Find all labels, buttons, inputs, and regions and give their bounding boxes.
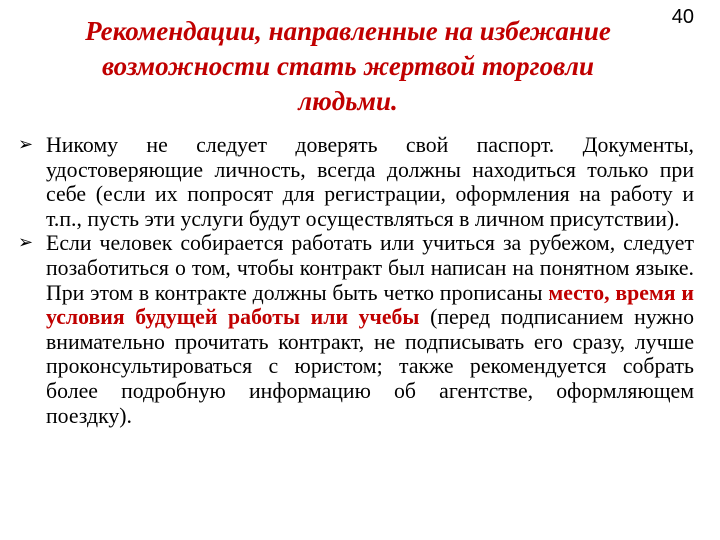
bullet-highlight: место, время и условия будущей работы или учебы <box>46 280 694 330</box>
title-line-1: Рекомендации, направленные на избежание <box>85 16 611 46</box>
page-number: 40 <box>671 6 694 28</box>
bullet-item-passport <box>18 133 694 231</box>
arrow-bullet-icon: ➢ <box>18 232 34 254</box>
bullet-item-contract <box>18 231 694 428</box>
bullet-text: Никому не следует доверять свой паспорт. Документы, удостоверяющие личность, всегда должны находиться только при себе (если их попросят для регистрации, оформления на работу и т.п., пусть эти услуги будут осуществляться в личном присутствии). <box>46 133 694 231</box>
arrow-bullet-icon: ➢ <box>18 134 34 155</box>
bullet-text-before: Если человек собирается работать или учиться за рубежом, следует позаботиться о том, чтобы контракт был написан на понятном языке. При этом в контракте должны быть четко прописаны <box>46 231 694 305</box>
bullet-list <box>18 133 694 428</box>
title-line-3: людьми. <box>298 86 398 116</box>
title-line-2: возможности стать жертвой торговли <box>101 51 595 81</box>
slide-title <box>24 14 672 119</box>
bullet-text-after: (перед подписанием нужно внимательно прочитать контракт, не подписывать его сразу, лучше проконсультироваться с юристом; также рекомендуется собрать более подробную информацию об агентстве, оформляющем поездку). <box>46 305 695 428</box>
